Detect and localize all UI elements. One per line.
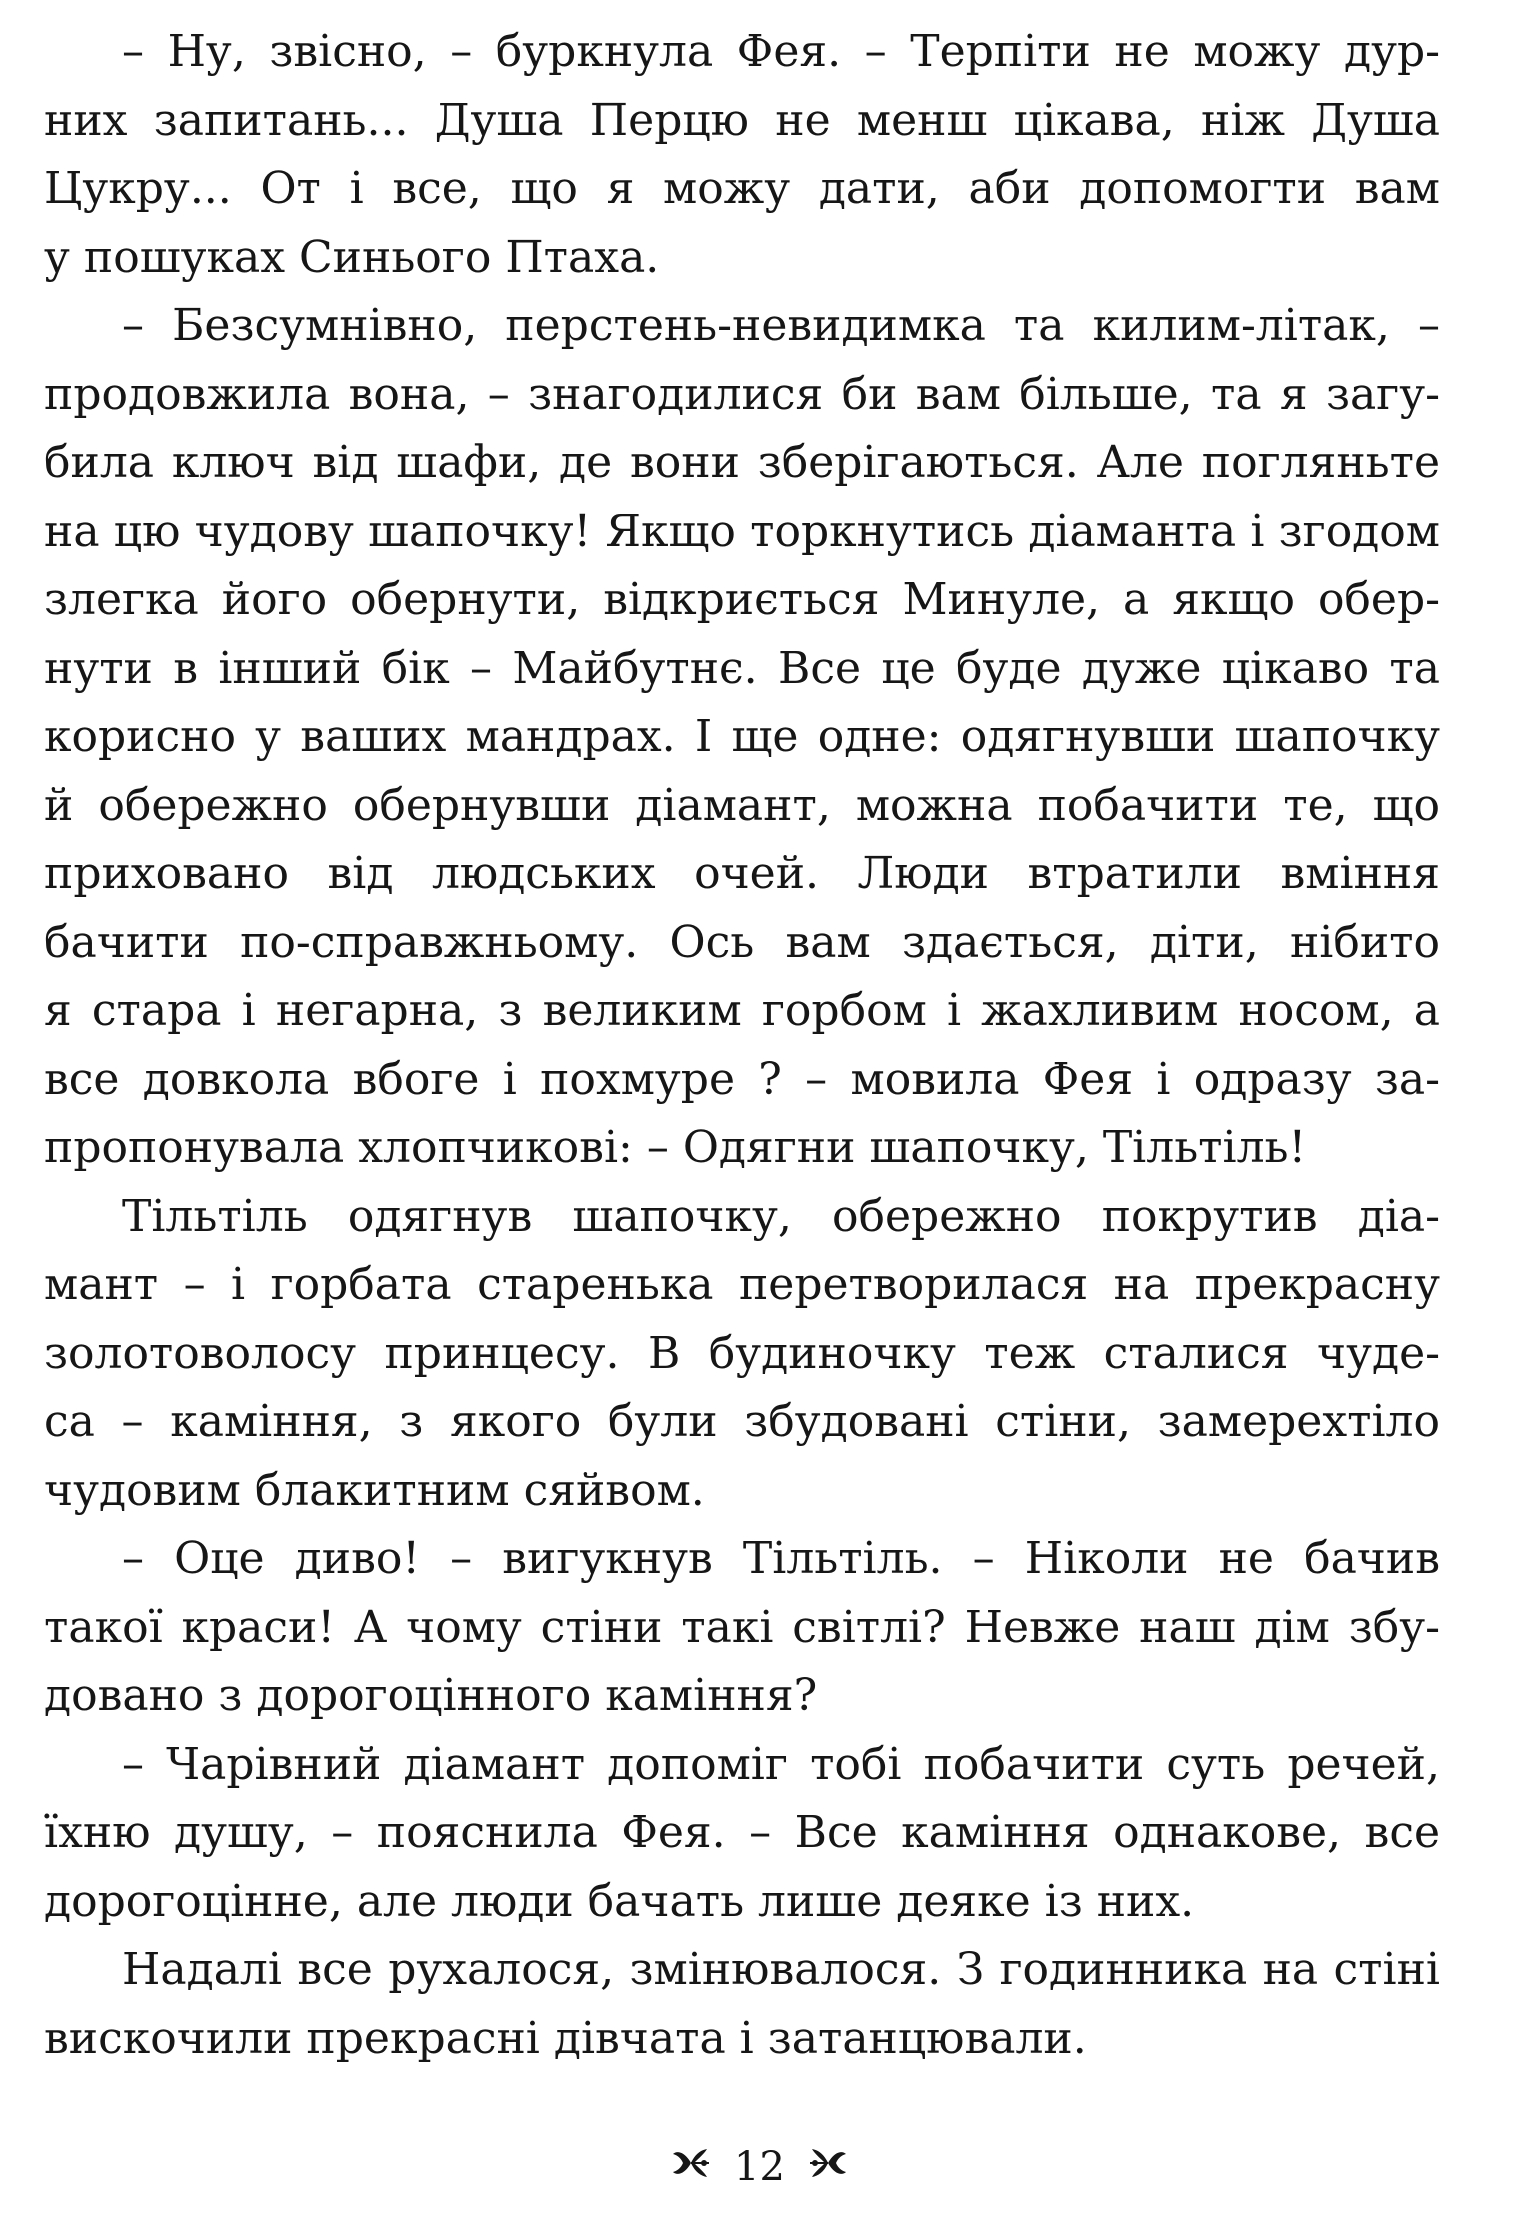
- text-line: чудовим блакитним сяйвом.: [44, 1464, 705, 1516]
- text-line: приховано від людських очей. Люди втратили вміння: [44, 848, 1440, 899]
- text-line: них запитань... Душа Перцю не менш цікава, ніж Душа: [44, 94, 1440, 146]
- text-line: Тільтіль одягнув шапочку, обережно покрутив діа-: [122, 1190, 1440, 1242]
- text-line: я стара і негарна, з великим горбом і жахливим носом, а: [44, 985, 1440, 1036]
- text-line: мант – і горбата старенька перетворилася на прекрасну: [44, 1259, 1440, 1310]
- text-line: вискочили прекрасні дівчата і затанцювали.: [44, 2012, 1087, 2064]
- page-footer: [0, 2140, 1519, 2191]
- text-line: такої краси! А чому стіни такі світлі? Невже наш дім збу-: [44, 1601, 1440, 1653]
- floral-ornament-icon: [808, 2143, 848, 2191]
- text-line: злегка його обернути, відкриється Минуле, а якщо обер-: [44, 574, 1440, 625]
- text-line: все довкола вбоге і похмуре ? – мовила Фея і одразу за-: [44, 1053, 1440, 1105]
- text-line: била ключ від шафи, де вони зберігаються. Але погляньте: [44, 437, 1440, 488]
- text-line: продовжила вона, – знагодилися би вам більше, та я загу-: [44, 368, 1440, 420]
- text-line: са – каміння, з якого були збудовані стіни, замерехтіло: [44, 1396, 1440, 1447]
- text-line: – Ну, звісно, – буркнула Фея. – Терпіти не можу дур-: [122, 26, 1440, 77]
- page-number: 12: [734, 2144, 785, 2190]
- text-line: золотоволосу принцесу. В будиночку теж сталися чуде-: [44, 1327, 1440, 1379]
- text-line: пропонувала хлопчикові: – Одягни шапочку, Тільтіль!: [44, 1122, 1307, 1173]
- text-line: нути в інший бік – Майбутнє. Все це буде дуже цікаво та: [44, 642, 1440, 694]
- text-line: довано з дорогоцінного каміння?: [44, 1670, 818, 1721]
- body-text: [44, 18, 1440, 2073]
- text-line: корисно у ваших мандрах. І ще одне: одягнувши шапочку: [44, 711, 1440, 762]
- text-line: на цю чудову шапочку! Якщо торкнутись діаманта і згодом: [44, 505, 1440, 557]
- text-line: дорогоцінне, але люди бачать лише деяке із них.: [44, 1875, 1195, 1927]
- text-line: Цукру... От і все, що я можу дати, аби допомогти вам: [44, 163, 1440, 214]
- text-line: Надалі все рухалося, змінювалося. З годинника на стіні: [122, 1944, 1440, 1995]
- floral-ornament-icon: [671, 2143, 711, 2191]
- text-line: їхню душу, – пояснила Фея. – Все каміння однакове, все: [44, 1807, 1440, 1858]
- text-line: – Оце диво! – вигукнув Тільтіль. – Ніколи не бачив: [122, 1533, 1440, 1584]
- text-line: у пошуках Синього Птаха.: [44, 231, 660, 283]
- text-line: бачити по-справжньому. Ось вам здається, діти, нібито: [44, 916, 1440, 968]
- text-line: й обережно обернувши діамант, можна побачити те, що: [44, 779, 1440, 831]
- text-line: – Чарівний діамант допоміг тобі побачити суть речей,: [122, 1738, 1440, 1790]
- text-line: – Безсумнівно, перстень-невидимка та килим-літак, –: [122, 300, 1440, 351]
